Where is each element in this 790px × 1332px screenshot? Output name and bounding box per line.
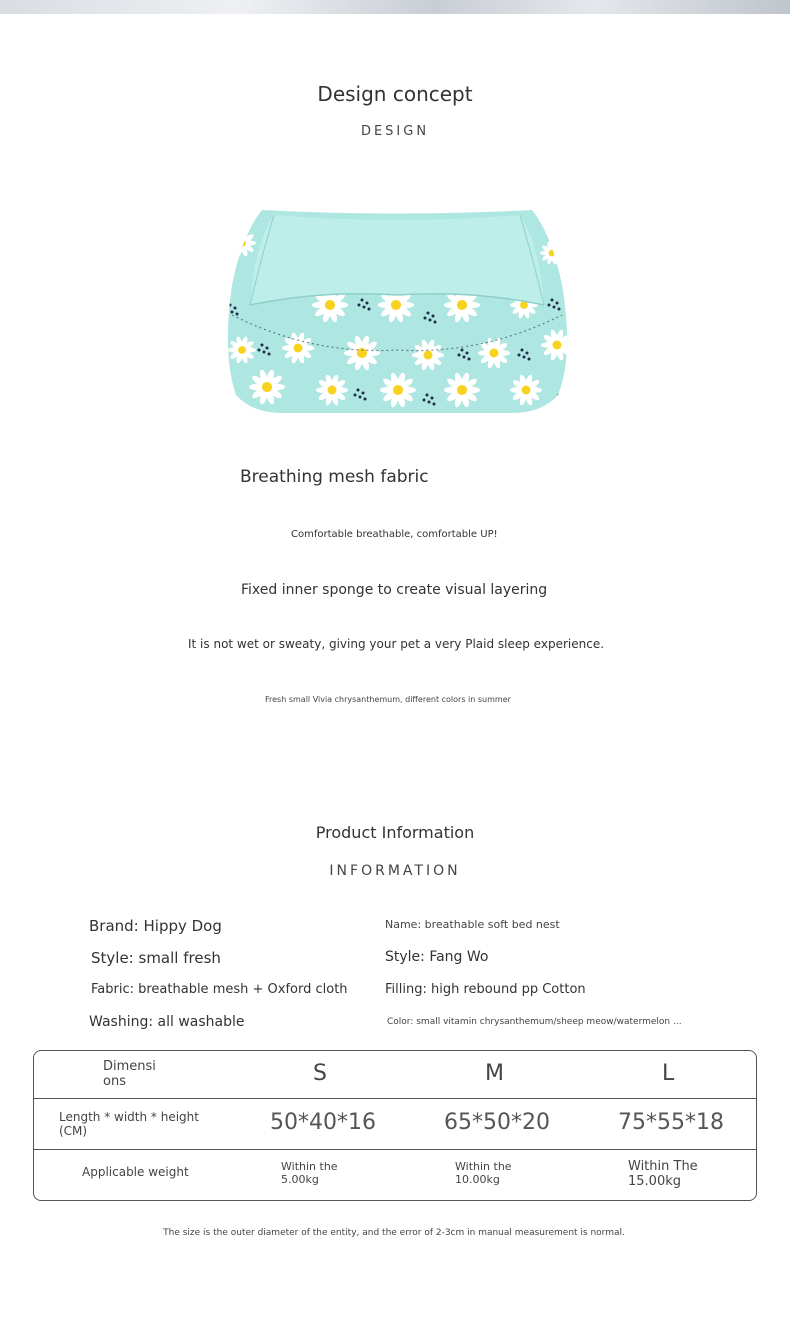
info-style-right: Style: Fang Wo (385, 949, 489, 965)
info-style-left: Style: small fresh (91, 949, 221, 967)
feature-flower-note: Fresh small Vivia chrysanthemum, different colors in summer (265, 695, 511, 704)
product-info-subtitle: INFORMATION (329, 863, 461, 879)
design-title: Design concept (317, 82, 473, 106)
table-divider (34, 1149, 756, 1150)
pet-bed-illustration (222, 205, 572, 417)
info-brand: Brand: Hippy Dog (89, 917, 222, 935)
size-header-l: L (662, 1061, 675, 1086)
feature-mesh-subtitle: Comfortable breathable, comfortable UP! (291, 529, 498, 540)
dimension-l: 75*55*18 (618, 1110, 724, 1135)
info-fabric: Fabric: breathable mesh + Oxford cloth (91, 982, 348, 997)
size-table (33, 1050, 757, 1201)
dimension-s: 50*40*16 (270, 1110, 376, 1135)
feature-sponge-title: Fixed inner sponge to create visual layering (241, 582, 548, 598)
weight-m: Within the 10.00kg (455, 1160, 512, 1186)
dimensions-label: Dimensi ons (103, 1059, 156, 1089)
size-header-s: S (313, 1061, 327, 1086)
info-name: Name: breathable soft bed nest (385, 918, 560, 931)
dimension-row-label: Length * width * height (CM) (59, 1110, 199, 1138)
product-info-title: Product Information (315, 823, 475, 842)
size-footnote: The size is the outer diameter of the entity, and the error of 2-3cm in manual measurement is normal. (163, 1228, 625, 1238)
feature-sponge-subtitle: It is not wet or sweaty, giving your pet a very Plaid sleep experience. (188, 637, 605, 651)
info-filling: Filling: high rebound pp Cotton (385, 982, 586, 997)
top-banner-strip (0, 0, 790, 14)
info-color: Color: small vitamin chrysanthemum/sheep meow/watermelon ... (387, 1017, 682, 1027)
table-divider (34, 1098, 756, 1099)
info-washing: Washing: all washable (89, 1014, 245, 1030)
size-header-m: M (485, 1061, 504, 1086)
design-subtitle: DESIGN (360, 124, 430, 139)
feature-mesh-title: Breathing mesh fabric (240, 467, 429, 487)
dimension-m: 65*50*20 (444, 1110, 550, 1135)
weight-s: Within the 5.00kg (281, 1160, 338, 1186)
weight-row-label: Applicable weight (82, 1165, 189, 1179)
weight-l: Within The 15.00kg (628, 1159, 698, 1189)
